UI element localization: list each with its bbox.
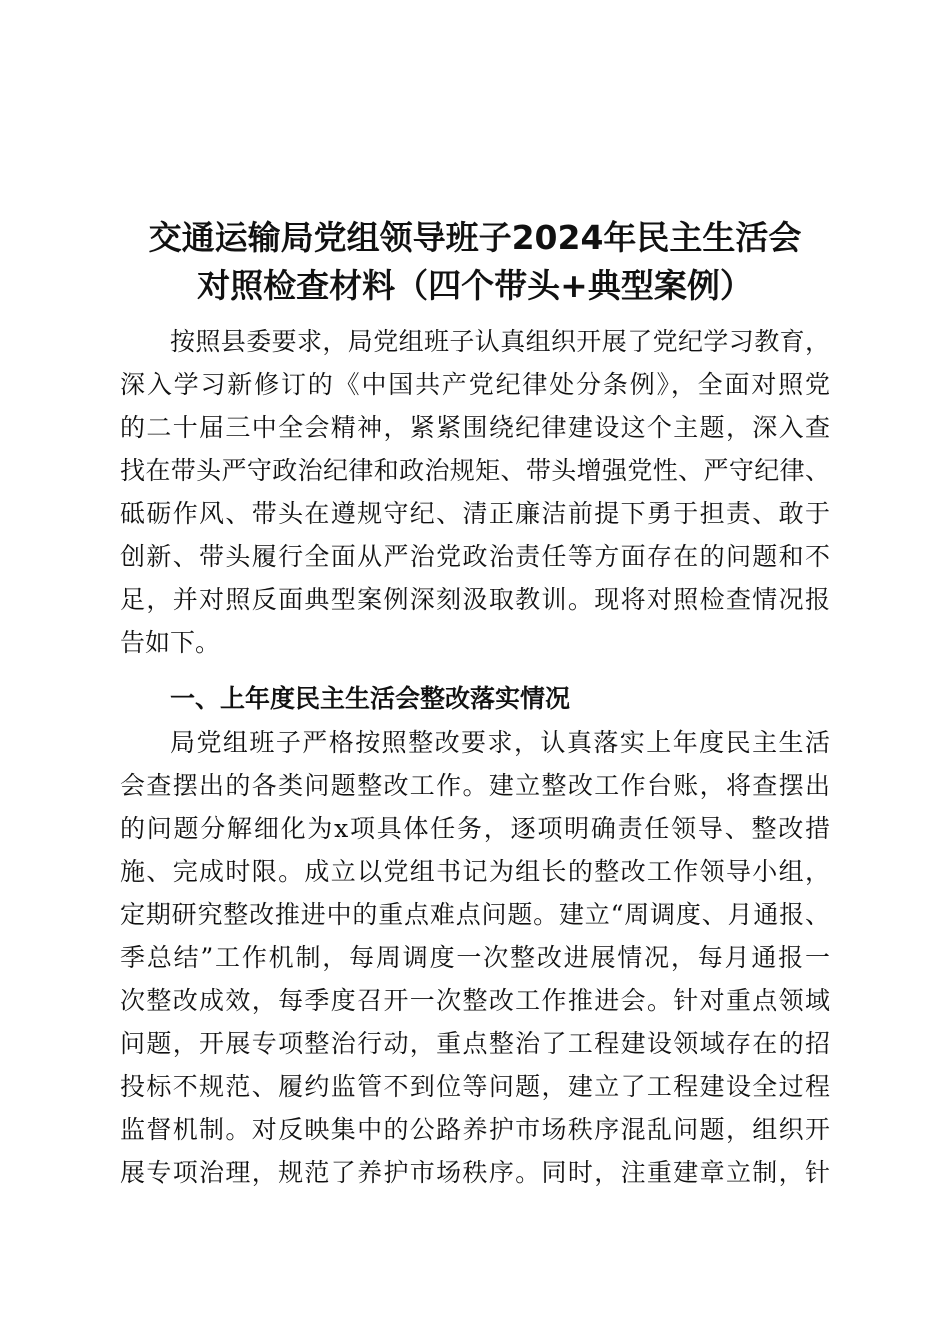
intro-line: 的二十届三中全会精神，紧紧围绕纪律建设这个主题，深入查 — [120, 413, 830, 442]
section-1-line: 问题，开展专项整治行动，重点整治了工程建设领域存在的招 — [120, 1029, 830, 1058]
intro-line: 创新、带头履行全面从严治党政治责任等方面存在的问题和不 — [120, 542, 830, 571]
document-title-line-1: 交通运输局党组领导班子2024年民主生活会 — [148, 218, 802, 257]
intro-line: 深入学习新修订的《中国共产党纪律处分条例》，全面对照党 — [120, 370, 830, 399]
section-1-line: 定期研究整改推进中的重点难点问题。建立“周调度、月通报、 — [120, 900, 830, 929]
intro-line: 足，并对照反面典型案例深刻汲取教训。现将对照检查情况报 — [120, 585, 830, 614]
section-1-line: 局党组班子严格按照整改要求，认真落实上年度民主生活 — [170, 728, 830, 757]
section-1-line: 会查摆出的各类问题整改工作。建立整改工作台账，将查摆出 — [120, 771, 830, 800]
section-1-line: 施、完成时限。成立以党组书记为组长的整改工作领导小组， — [120, 857, 830, 886]
document-title-line-2: 对照检查材料（四个带头+典型案例） — [197, 266, 753, 305]
section-1-line: 监督机制。对反映集中的公路养护市场秩序混乱问题，组织开 — [120, 1115, 830, 1144]
section-1-line: 季总结”工作机制，每周调度一次整改进展情况，每月通报一 — [120, 943, 830, 972]
intro-line: 砥砺作风、带头在遵规守纪、清正廉洁前提下勇于担责、敢于 — [120, 499, 830, 528]
section-1-heading: 一、上年度民主生活会整改落实情况 — [170, 684, 571, 713]
section-1-line: 投标不规范、履约监管不到位等问题，建立了工程建设全过程 — [120, 1072, 830, 1101]
intro-line: 告如下。 — [120, 628, 221, 657]
section-1-line: 的问题分解细化为x项具体任务，逐项明确责任领导、整改措 — [120, 814, 830, 843]
intro-line: 按照县委要求，局党组班子认真组织开展了党纪学习教育， — [170, 327, 830, 356]
intro-line: 找在带头严守政治纪律和政治规矩、带头增强党性、严守纪律、 — [120, 456, 830, 485]
section-1-line: 展专项治理，规范了养护市场秩序。同时，注重建章立制，针 — [120, 1158, 830, 1187]
section-1-line: 次整改成效，每季度召开一次整改工作推进会。针对重点领域 — [120, 986, 830, 1015]
